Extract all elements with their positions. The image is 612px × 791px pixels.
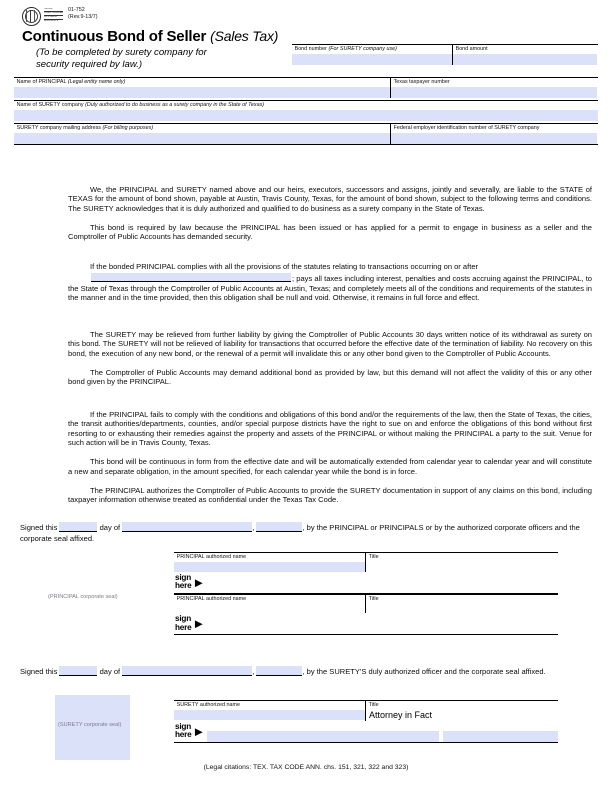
principal-corporate-seal-label: (PRINCIPAL corporate seal) bbox=[48, 594, 118, 600]
paragraph-surety-relief: The SURETY may be relieved from further liability by giving the Comptroller of Public Accounts 30 days written notice of its withdrawal as surety on this bond. The SURETY will not be relieved of liability for transactions that occurred before the effective date of the termination of liability. No recovery on this bond, the execution of any new bond, or the renewal of a permit will invalidate this or any other bond given to the Comptroller of Public Accounts. bbox=[68, 330, 592, 358]
paragraph-compliance bbox=[68, 262, 592, 312]
bond-terms-body-2 bbox=[68, 330, 592, 396]
surety-address-input[interactable] bbox=[14, 133, 390, 144]
page-title-main: Continuous Bond of Seller bbox=[22, 28, 211, 45]
principal-name-label bbox=[14, 78, 390, 87]
surety-address-cell bbox=[14, 124, 390, 144]
surety-fein-input[interactable] bbox=[391, 133, 597, 144]
surety-title-value[interactable]: Attorney in Fact bbox=[369, 709, 433, 720]
surety-signature-line[interactable] bbox=[207, 731, 439, 742]
principal-authorized-name-cell-1 bbox=[174, 553, 365, 572]
paragraph-compliance-rest bbox=[68, 273, 592, 302]
surety-day-of-label: day of bbox=[99, 667, 121, 676]
principal-name-title-band-2 bbox=[174, 594, 558, 614]
taxpayer-number-input[interactable] bbox=[391, 87, 597, 98]
surety-corporate-seal-label: (SURETY corporate seal) bbox=[58, 722, 122, 728]
principal-sign-here-row-1 bbox=[174, 572, 558, 594]
form-number: 01-752 bbox=[68, 7, 85, 13]
principal-statement-tail: , by the PRINCIPAL or PRINCIPALS or by the authorized corporate officers and the corporate seal affixed. bbox=[20, 523, 580, 543]
principal-authorized-name-input-1[interactable] bbox=[174, 562, 365, 572]
agency-wordmark bbox=[44, 7, 63, 23]
principal-authorized-name-input-2[interactable] bbox=[174, 603, 365, 613]
principal-signature-line-2[interactable] bbox=[207, 623, 558, 634]
form-revision: (Rev.9-13/7) bbox=[68, 14, 98, 21]
header-row-principal bbox=[14, 77, 598, 98]
principal-month-input[interactable] bbox=[122, 522, 255, 532]
page-subtitle-line-2: security required by law.) bbox=[36, 59, 143, 71]
page-title-paren: (Sales Tax) bbox=[210, 28, 279, 44]
bond-amount-label bbox=[453, 45, 597, 54]
paragraph-compliance-tail: ; pays all taxes including interest, penalties and costs accruing against the PRINCIPAL, to the State of Texas through the Comptroller of Public Accounts at Austin, Texas; and completely meets all of the conditions and requirements of the statutes in the manner and in the time provided, then this obligation shall be null and void. Otherwise, it remains in full force and effect. bbox=[68, 274, 592, 303]
sign-here-icon-1 bbox=[174, 572, 204, 593]
surety-signature-statement bbox=[20, 666, 596, 677]
surety-name-title-band bbox=[174, 700, 558, 721]
sign-here-line-3b: here bbox=[175, 730, 192, 740]
bond-number-label-text: Bond number bbox=[294, 46, 329, 53]
agency-word-0: TEXAS bbox=[44, 8, 63, 12]
surety-address-label bbox=[14, 124, 390, 133]
principal-title-cell-1 bbox=[365, 553, 557, 572]
surety-name-label-text: Name of SURETY company bbox=[16, 102, 86, 109]
principal-title-cell-2 bbox=[365, 595, 557, 614]
surety-authorized-name-input[interactable] bbox=[174, 710, 365, 720]
agency-word-3: ACCOUNTS bbox=[44, 19, 59, 22]
principal-name-cell bbox=[14, 78, 390, 98]
principal-title-label-1: Title bbox=[368, 554, 379, 561]
principal-title-input-2[interactable] bbox=[366, 603, 557, 613]
paragraph-requirement: This bond is required by law because the PRINCIPAL has been issued or has applied for a permit to engage in business as a seller and the Comptroller of Public Accounts has demanded security. bbox=[68, 222, 592, 242]
principal-title-label-2: Title bbox=[368, 595, 379, 602]
bond-terms-body bbox=[68, 185, 592, 251]
comptroller-seal-icon bbox=[22, 7, 41, 26]
surety-fein-cell bbox=[390, 124, 597, 144]
sign-here-line-1b: here bbox=[175, 581, 192, 591]
effective-date-input[interactable] bbox=[91, 273, 291, 282]
surety-fein-label bbox=[391, 124, 597, 133]
paragraph-additional-bond: The Comptroller of Public Accounts may demand additional bond as provided by law, but this demand will not affect the validity of this or any other bond given by the PRINCIPAL. bbox=[68, 367, 592, 387]
header-row-surety-name bbox=[14, 100, 598, 121]
sign-here-icon-3 bbox=[174, 721, 204, 742]
principal-signed-this-label: Signed this bbox=[20, 523, 58, 532]
sign-here-line-1a: sign bbox=[175, 572, 192, 582]
principal-authorized-name-label-2: PRINCIPAL authorized name bbox=[176, 595, 247, 602]
surety-signature-line-group bbox=[207, 731, 558, 742]
sign-here-arrow-icon-3: ► bbox=[192, 723, 205, 739]
surety-sign-here-row bbox=[174, 721, 558, 743]
form-identifier bbox=[66, 7, 98, 21]
bond-number-cell bbox=[292, 45, 452, 65]
surety-statement-tail: , by the SURETY'S duly authorized officer and the corporate seal affixed. bbox=[302, 667, 546, 676]
surety-authorized-name-cell bbox=[174, 701, 365, 721]
paragraph-continuity: This bond will be continuous in form from the effective date and will be automatically extended from calendar year to calendar year and will constitute a new and separate obligation, in the amount specified, for each calendar year while the bond is in force. bbox=[68, 457, 592, 476]
surety-address-label-hint: (For billing purposes) bbox=[102, 125, 154, 132]
sign-here-line-2a: sign bbox=[175, 614, 192, 624]
principal-row bbox=[14, 77, 598, 98]
principal-day-input[interactable] bbox=[59, 522, 97, 532]
principal-authorized-name-cell-2 bbox=[174, 595, 365, 614]
surety-month-input[interactable] bbox=[122, 666, 255, 676]
page-subtitle bbox=[36, 47, 207, 72]
paragraph-enforcement: If the PRINCIPAL fails to comply with the conditions and obligations of this bond and/or the requirements of the law, then the State of Texas, the cities, the transit authorities/departments, counties, and/or special purpose districts have the right to sue on and enforce the obligations of this bond without first resorting to or exhausting their remedies against the property and assets of the PRINCIPAL or without making the PRINCIPAL a party to the suit. Venue for such action will be in Travis County, Texas. bbox=[68, 410, 592, 448]
principal-name-label-text: Name of PRINCIPAL bbox=[16, 79, 68, 86]
bond-number-input[interactable] bbox=[292, 54, 452, 65]
bond-number-label-hint: (For SURETY company use) bbox=[328, 46, 397, 53]
surety-fein-label-text: Federal employer identification number of SURETY company bbox=[393, 125, 540, 132]
sign-here-arrow-icon-2: ► bbox=[192, 616, 205, 632]
principal-signature-table bbox=[174, 552, 558, 635]
paragraph-compliance-lead: If the bonded PRINCIPAL complies with all the provisions of the statutes relating to transactions occurring on or after bbox=[90, 262, 479, 271]
bond-amount-input[interactable] bbox=[453, 54, 597, 65]
principal-authorized-name-label-1: PRINCIPAL authorized name bbox=[176, 554, 247, 561]
surety-comma-1: , bbox=[252, 667, 255, 676]
principal-signature-line-1[interactable] bbox=[207, 582, 558, 593]
surety-address-label-text: SURETY company mailing address bbox=[16, 125, 103, 132]
principal-name-label-hint: (Legal entity name only) bbox=[67, 79, 126, 86]
surety-title-cell bbox=[365, 701, 557, 721]
principal-year-input[interactable] bbox=[256, 522, 302, 532]
agency-word-1: COMPTROLLER bbox=[44, 11, 63, 14]
header-row-surety-address bbox=[14, 123, 598, 145]
taxpayer-number-label bbox=[391, 78, 597, 87]
principal-day-of-label: day of bbox=[99, 523, 121, 532]
page-subtitle-line-1: (To be completed by surety company for bbox=[36, 47, 207, 58]
taxpayer-number-label-text: Texas taxpayer number bbox=[393, 79, 450, 86]
surety-name-cell bbox=[14, 101, 598, 121]
sign-here-icon-2 bbox=[174, 613, 204, 634]
bond-terms-body-3 bbox=[68, 410, 592, 514]
surety-name-input[interactable] bbox=[14, 110, 598, 121]
surety-day-input[interactable] bbox=[59, 666, 97, 676]
surety-title-label: Title bbox=[368, 702, 379, 709]
principal-comma-1: , bbox=[252, 523, 255, 532]
surety-signed-this-label: Signed this bbox=[20, 667, 58, 676]
agency-word-2: OF PUBLIC bbox=[44, 16, 63, 20]
bond-number-label bbox=[292, 45, 452, 54]
surety-name-label-hint: (Duly authorized to do business as a surety company in the State of Texas) bbox=[85, 102, 265, 109]
header-row-bond bbox=[292, 44, 598, 65]
surety-authorized-name-label: SURETY authorized name bbox=[176, 702, 241, 709]
principal-signature-statement bbox=[20, 522, 596, 544]
principal-name-title-band-1 bbox=[174, 552, 558, 572]
sign-here-line-3a: sign bbox=[175, 721, 192, 731]
sign-here-arrow-icon-1: ► bbox=[192, 574, 205, 590]
legal-citation: (Legal citations: TEX. TAX CODE ANN. chs. 151, 321, 322 and 323) bbox=[203, 764, 409, 771]
principal-name-input[interactable] bbox=[14, 87, 390, 98]
sign-here-line-2b: here bbox=[175, 622, 192, 632]
surety-name-label bbox=[14, 101, 598, 110]
principal-sign-here-row-2 bbox=[174, 613, 558, 635]
page-title bbox=[22, 28, 278, 45]
taxpayer-number-cell bbox=[390, 78, 597, 98]
surety-address-row bbox=[14, 123, 598, 145]
paragraph-disclosure: The PRINCIPAL authorizes the Comptroller of Public Accounts to provide the SURETY documentation in support of any claims on this bond, including taxpayer information otherwise treated as confidential under the Texas Tax Code. bbox=[68, 485, 592, 505]
paragraph-liability: We, the PRINCIPAL and SURETY named above and our heirs, executors, successors and assigns, jointly and severally, are liable to the STATE of TEXAS for the amount of bond shown, payable at Austin, Travis County, Texas, for the amount of bond shown, subject to the following terms and conditions. The SURETY acknowledges that it is duly authorized and qualified to do business as a surety company in the State of Texas. bbox=[68, 185, 592, 213]
surety-year-input[interactable] bbox=[256, 666, 302, 676]
surety-signature-table bbox=[174, 700, 558, 743]
bond-row bbox=[292, 44, 598, 65]
principal-title-input-1[interactable] bbox=[366, 562, 557, 572]
agency-identity bbox=[22, 7, 98, 26]
bond-amount-cell bbox=[452, 45, 597, 65]
surety-signature-date-line[interactable] bbox=[443, 731, 558, 742]
bond-amount-label-text: Bond amount bbox=[455, 46, 488, 53]
surety-name-row bbox=[14, 100, 598, 121]
